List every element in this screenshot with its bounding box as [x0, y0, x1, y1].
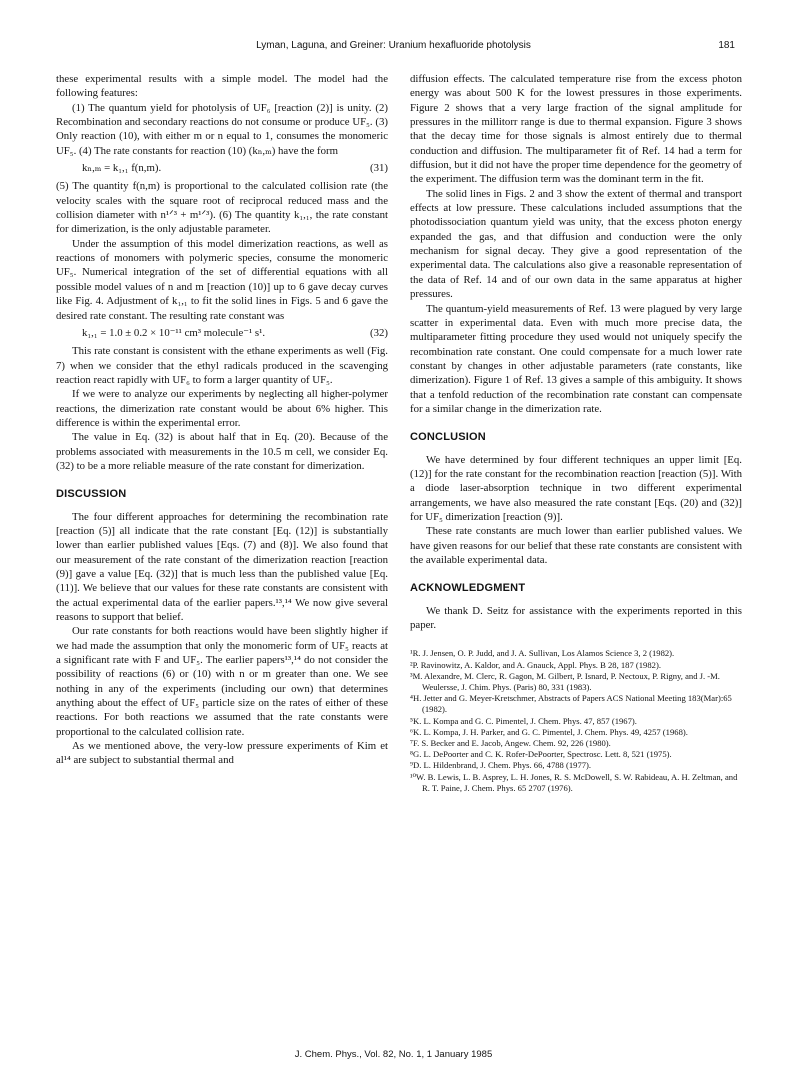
- section-heading-discussion: DISCUSSION: [56, 488, 127, 501]
- reference-item: ⁸G. L. DePoorter and C. K. Rofer-DePoorter, Spectrosc. Lett. 8, 521 (1975).: [410, 749, 672, 760]
- page-number: 181: [718, 40, 735, 51]
- reference-item: ¹⁰W. B. Lewis, L. B. Asprey, L. H. Jones, R. S. McDowell, S. W. Rabideau, A. H. Zeltman, and R. T. Paine, J. Chem. Phys. 65 2707 (1976).: [410, 771, 738, 793]
- paragraph: (1) The quantum yield for photolysis of UF₆ [reaction (2)] is unity. (2) Recombination and secondary reactions do not consume or produce UF₅. (3) Only reaction (10), with either m or n equal to 1, consumes the monomeric UF₅. (4) The rate constants for reaction (10) (kₙ,ₘ) have the form: [56, 101, 388, 157]
- paragraph: We have determined by four different techniques an upper limit [Eq. (12)] for the rate constant for the recombination reaction [reaction (5)]. With a diode laser-absorption technique in two different experimental arrangements, we have also measured the rate constant [Eqs. (20) and (32)] for UF₅ dimerization [reaction (9)].: [410, 453, 742, 523]
- equation-number: (32): [370, 326, 388, 339]
- reference-item: ²P. Ravinowitz, A. Kaldor, and A. Gnauck, Appl. Phys. B 28, 187 (1982).: [410, 659, 661, 670]
- paragraph: (5) The quantity f(n,m) is proportional to the calculated collision rate (the velocity scales with the square root of reciprocal reduced mass and the collision diameter with n¹ᐟ³ + m¹ᐟ³). (6) The quantity k₁,₁, the rate constant for dimerization, is the only adjustable parameter.: [56, 180, 388, 236]
- paragraph: Our rate constants for both reactions would have been slightly higher if we had made the assumption that only the monomeric form of UF₅ reacts at a significant rate with F and UF₅. The earlier papers¹³,¹⁴ do not consider the possibility of reactions (6) or (10) with n or m greater than one. We see nothing in any of the experiments (including our own) that determines anything about the effect of UF₅ particle size on the rates of either of these reactions. For both reactions we assumed that the rate constants were proportional to the calculated collision rate.: [56, 625, 388, 738]
- paragraph: The quantum-yield measurements of Ref. 13 were plagued by very large scatter in experimental data. Even with much more precise data, the multiparameter fitting procedure they used would not uniquely specify the recombination rate constant. One could compensate for a much lower rate constant by changes in other adjustable parameters (rate constants, like dimerization). Figure 1 of Ref. 13 gives a sample of this ambiguity. It shows that a tenfold reduction of the recombination rate constant can compensate for a similar change in the dimerization rate.: [410, 302, 742, 415]
- section-heading-conclusion: CONCLUSION: [410, 431, 486, 444]
- reference-item: ⁵K. L. Kompa and G. C. Pimentel, J. Chem. Phys. 47, 857 (1967).: [410, 715, 637, 726]
- reference-item: ¹R. J. Jensen, O. P. Judd, and J. A. Sullivan, Los Alamos Science 3, 2 (1982).: [410, 648, 675, 659]
- section-heading-acknowledgment: ACKNOWLEDGMENT: [410, 582, 526, 595]
- paragraph: We thank D. Seitz for assistance with the experiments reported in this paper.: [410, 604, 742, 632]
- paragraph: Under the assumption of this model dimerization reactions, as well as reactions of monomers with polymeric species, consume the monomeric UF₅. Numerical integration of the set of differential equations with all possible model values of n and m [reaction (10)] up to 6 gave decay curves like Fig. 4. Adjustment of k₁,₁ to fit the solid lines in Figs. 5 and 6 gave the desired rate constant. The resulting rate constant was: [56, 237, 388, 322]
- right-column: [410, 72, 742, 794]
- equation-body: kₙ,ₘ = k₁,₁ f(n,m).: [82, 162, 162, 175]
- equation-31: [56, 161, 388, 175]
- reference-item: ³M. Alexandre, M. Clerc, R. Gagon, M. Gilbert, P. Isnard, P. Nectoux, P. Rigny, and J. -M. Weulersse, J. Chim. Phys. (Paris) 80, 331 (1983).: [410, 670, 720, 692]
- equation-body: k₁,₁ = 1.0 ± 0.2 × 10⁻¹¹ cm³ molecule⁻¹ s¹.: [82, 326, 266, 339]
- equation-32: [56, 326, 388, 340]
- paragraph: These rate constants are much lower than earlier published values. We have given reasons for our belief that these rate constants are consistent with the available experimental data.: [410, 525, 742, 566]
- paragraph: This rate constant is consistent with the ethane experiments as well (Fig. 7) when we consider that the ethyl radicals produced in the scavenging reaction react rapidly with UF₆ to form a larger quantity of UF₅.: [56, 345, 388, 386]
- reference-item: ⁶K. L. Kompa, J. H. Parker, and G. C. Pimentel, J. Chem. Phys. 49, 4257 (1968).: [410, 726, 688, 737]
- paragraph: these experimental results with a simple model. The model had the following features:: [56, 73, 388, 100]
- running-head: Lyman, Laguna, and Greiner: Uranium hexafluoride photolysis: [256, 40, 531, 51]
- paragraph: The four different approaches for determining the recombination rate [reaction (5)] all indicate that the rate constant [Eq. (12)] is substantially lower than earlier published values [Eqs. (7) and (8)]. We also found that our measurement of the rate constant of the dimerization reaction [reaction (9)] gave a value [Eq. (32)] that is much less than the published value [Eq. (11)]. We believe that our values for these rate constants are consistent with the actual experimental data of the earlier papers.¹³,¹⁴ We now give several reasons to support that belief.: [56, 510, 388, 624]
- paragraph: If we were to analyze our experiments by neglecting all higher-polymer reactions, the dimerization rate constant would be about 6% higher. This difference is within the experimental error.: [56, 388, 388, 429]
- reference-item: ⁴H. Jetter and G. Meyer-Kretschmer, Abstracts of Papers ACS National Meeting 183(Mar):65 (1982).: [410, 693, 732, 715]
- paragraph: The solid lines in Figs. 2 and 3 show the extent of thermal and transport effects at low pressure. These calculations included assumptions that the photodissociation quantum yield was unity, that the excess photon energy expanded the gas, and that diffusion and conduction were the only mechanism for signal decay. They give a good representation of the experimental data. The calculations also give a reasonable representation of the data of Ref. 14 and of our own data in the same apparatus at higher pressures.: [410, 187, 742, 301]
- paragraph: As we mentioned above, the very-low pressure experiments of Kim et al¹⁴ are subject to substantial thermal and: [56, 740, 388, 767]
- footer-citation: J. Chem. Phys., Vol. 82, No. 1, 1 January 1985: [294, 1049, 493, 1060]
- paragraph: diffusion effects. The calculated temperature rise from the excess photon energy was about 500 K for the lowest pressures in those experiments. Figure 2 shows that a very large fraction of the signal amplitude for pressures in the millitorr range is due to thermal expansion. Figure 3 shows that the decay time for those signals is almost entirely due to thermal conduction and diffusion. The multiparameter fit of Ref. 14 had a term for diffusion, but it did not have the proper time dependence for the geometry of the experiment. The diffusion term was the dominant term in the fit.: [410, 73, 742, 186]
- reference-list: [410, 648, 742, 794]
- reference-item: ⁷F. S. Becker and E. Jacob, Angew. Chem. 92, 226 (1980).: [410, 738, 611, 748]
- equation-number: (31): [370, 162, 388, 175]
- reference-item: ⁹D. L. Hildenbrand, J. Chem. Phys. 66, 4788 (1977).: [410, 760, 592, 771]
- left-column: [56, 72, 388, 768]
- paragraph: The value in Eq. (32) is about half that in Eq. (20). Because of the problems associated with measurements in the 10.5 m cell, we consider Eq. (32) to be a more reliable measure of the rate constant for dimerization.: [56, 431, 388, 472]
